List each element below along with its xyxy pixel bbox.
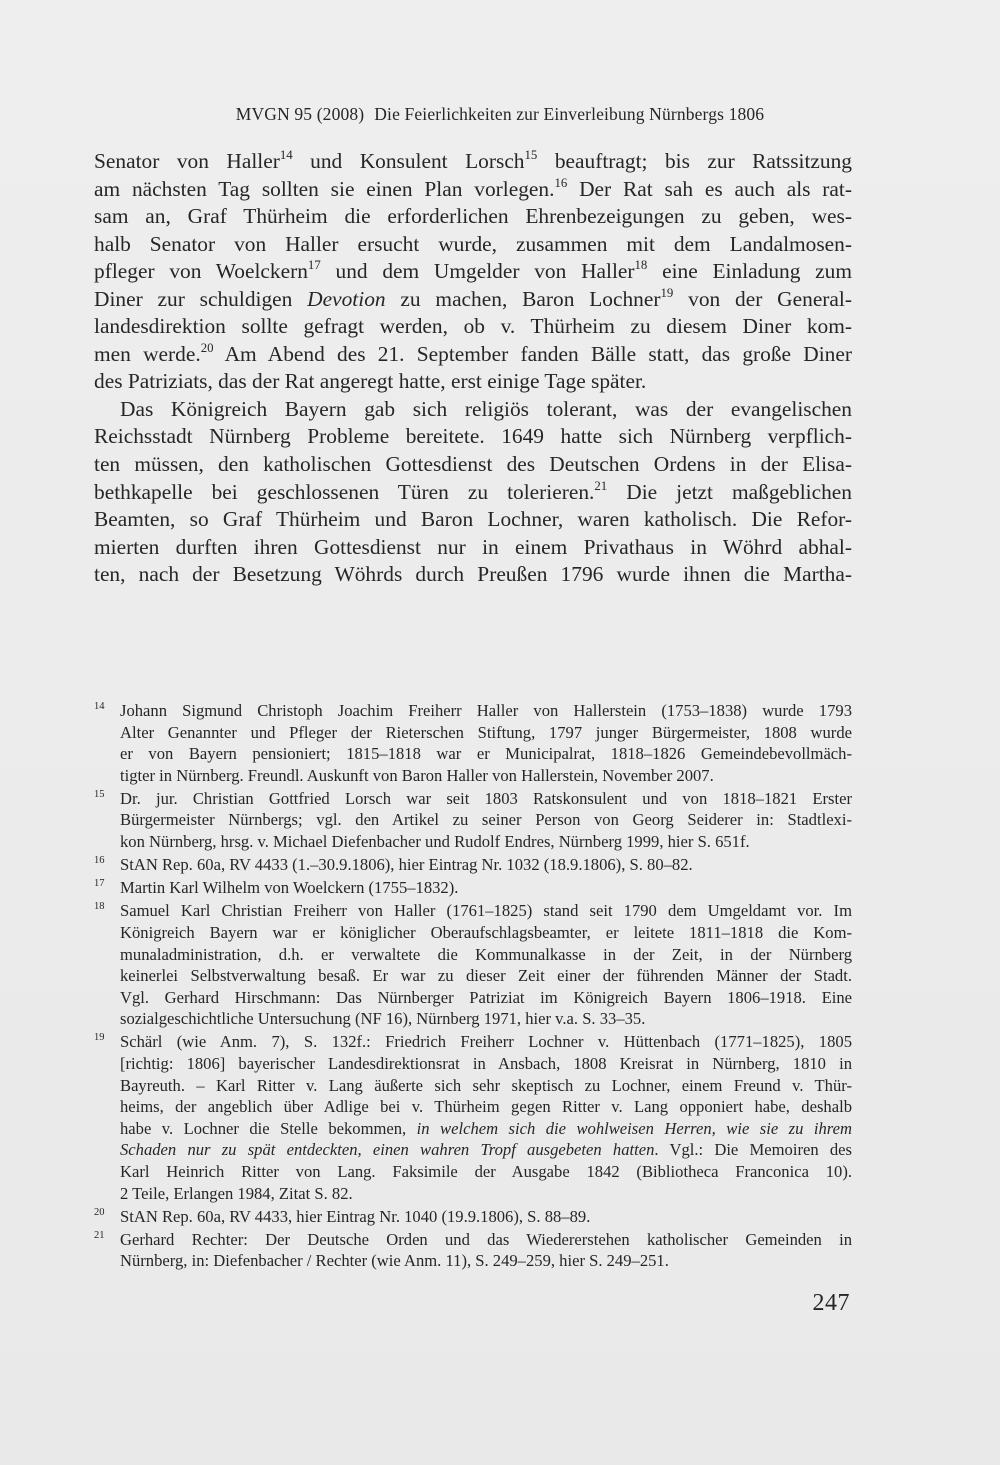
page-number: 247 [812, 1290, 850, 1316]
footnote-ref-17[interactable]: 17 [307, 258, 321, 273]
quotation-italic: Schaden nur zu spät entdeckten, einen wahren Tropf ausgebeten hatten [120, 1140, 655, 1160]
text-line: Reichsstadt Nürnberg Probleme bereitete. 1649 hatte sich Nürnberg verpflich- [94, 424, 852, 449]
footnote-ref-15[interactable]: 15 [524, 148, 538, 163]
footnote-line: Königreich Bayern war er königlicher Oberaufschlagsbeamter, er leitete 1811–1818 die Kom- [120, 922, 852, 942]
footnote-line: habe v. Lochner die Stelle bekommen, in welchem sich die wohlweisen Herren, wie sie zu ihrem [120, 1118, 852, 1138]
footnote-number: 15 [94, 788, 105, 800]
journal-reference: MVGN 95 (2008) [235, 104, 365, 124]
footnote-ref-20[interactable]: 20 [200, 340, 214, 355]
footnote-number: 18 [94, 901, 105, 913]
paragraph-1 [94, 148, 852, 396]
footnote-line: Samuel Karl Christian Freiherr von Haller (1761–1825) stand seit 1790 dem Umgeldamt vor. Im [120, 901, 852, 921]
footnote-15 [94, 788, 852, 853]
footnote-line: Bayreuth. – Karl Ritter v. Lang äußerte sich sehr skeptisch zu Lochner, einem Freund v. Thür- [120, 1075, 852, 1095]
footnote-ref-19[interactable]: 19 [660, 285, 674, 300]
footnote-17 [94, 877, 852, 899]
footnote-number: 17 [94, 878, 105, 890]
footnote-20 [94, 1206, 852, 1228]
footnote-18 [94, 900, 852, 1030]
footnote-line: Karl Heinrich Ritter von Lang. Faksimile der Ausgabe 1842 (Bibliotheca Franconica 10). [120, 1161, 852, 1181]
footnote-ref-14[interactable]: 14 [279, 148, 293, 163]
footnote-14 [94, 700, 852, 786]
footnote-line: StAN Rep. 60a, RV 4433 (1.–30.9.1806), hier Eintrag Nr. 1032 (18.9.1806), S. 80–82. [120, 855, 693, 875]
text-line: am nächsten Tag sollten sie einen Plan vorlegen.$^{16}$ Der Rat sah es auch als rat- [94, 175, 852, 201]
footnote-line: Bürgermeister Nürnbergs; vgl. den Artikel zu seiner Person von Georg Seiderer in: Stadtlexi- [120, 810, 852, 830]
footnote-line: munaladministration, d.h. er verwaltete die Kommunalkasse in der Zeit, in der Nürnberg [120, 944, 852, 964]
footnote-line: er von Bayern pensioniert; 1815–1818 war er Municipalrat, 1818–1826 Gemeindebevollmäch- [120, 744, 852, 764]
footnote-line: StAN Rep. 60a, RV 4433, hier Eintrag Nr. 1040 (19.9.1806), S. 88–89. [120, 1206, 591, 1226]
text-line: landesdirektion sollte gefragt werden, ob v. Thürheim zu diesem Diner kom- [94, 314, 852, 339]
footnote-line: kon Nürnberg, hrsg. v. Michael Diefenbacher und Rudolf Endres, Nürnberg 1999, hier S. 651f. [120, 832, 750, 852]
footnote-ref-21[interactable]: 21 [594, 478, 608, 493]
text-line: sam an, Graf Thürheim die erforderlichen Ehrenbezeigungen zu geben, wes- [94, 204, 852, 229]
text-line: men werde.$^{20}$ Am Abend des 21. September fanden Bälle statt, das große Diner [94, 340, 852, 366]
running-header [0, 102, 1000, 126]
footnote-number: 21 [94, 1229, 105, 1241]
footnote-line: keinerlei Selbstverwaltung besaß. Er war zu dieser Zeit einer der führenden Männer der Stadt. [120, 966, 852, 986]
footnote-21 [94, 1229, 852, 1272]
text-line: pfleger von Woelckern$^{17}$ und dem Umgelder von Haller$^{18}$ eine Einladung zum [94, 258, 853, 284]
footnote-line: Vgl. Gerhard Hirschmann: Das Nürnberger Patriziat im Königreich Bayern 1806–1918. Eine [120, 987, 852, 1007]
footnote-line: Schärl (wie Anm. 7), S. 132f.: Friedrich Freiherr Lochner v. Hüttenbach (1771–1825), 1805 [120, 1032, 852, 1052]
footnote-line: sozialgeschichtliche Untersuchung (NF 16), Nürnberg 1971, hier v.a. S. 33–35. [120, 1009, 646, 1029]
footnote-19 [94, 1031, 852, 1204]
footnote-number: 14 [94, 701, 105, 712]
footnote-line: Alter Genannter und Pfleger der Rieterschen Stiftung, 1797 junger Bürgermeister, 1808 wurde [120, 722, 852, 742]
footnote-ref-16[interactable]: 16 [554, 175, 568, 190]
footnote-number: 20 [94, 1206, 105, 1218]
footnote-line: Schaden nur zu spät entdeckten, einen wahren Tropf ausgebeten hatten. Vgl.: Die Memoiren des [120, 1140, 852, 1160]
text-line: mierten durften ihren Gottesdienst nur in einem Privathaus in Wöhrd abhal- [94, 534, 852, 559]
text-line: Beamten, so Graf Thürheim und Baron Lochner, waren katholisch. Die Refor- [94, 507, 852, 532]
footnote-line: [richtig: 1806] bayerischer Landesdirektionsrat in Ansbach, 1808 Kreisrat in Nürnberg, 1810 in [120, 1054, 852, 1073]
emphasis-devotion: Devotion [307, 286, 386, 311]
paragraph-2 [94, 396, 852, 589]
text-line: Das Königreich Bayern gab sich religiös tolerant, was der evangelischen [120, 396, 852, 421]
article-title: Die Feierlichkeiten zur Einverleibung Nürnbergs 1806 [374, 104, 765, 124]
footnote-number: 16 [94, 855, 105, 867]
main-text [94, 148, 852, 589]
footnote-line: Johann Sigmund Christoph Joachim Freiherr Haller von Hallerstein (1753–1838) wurde 1793 [120, 701, 852, 720]
footnotes [94, 700, 852, 1272]
footnote-number: 19 [94, 1032, 105, 1044]
text-line: Diner zur schuldigen Devotion zu machen, Baron Lochner$^{19}$ von der General- [94, 285, 852, 311]
text-line: Senator von Haller$^{14}$ und Konsulent Lorsch$^{15}$ beauftragt; bis zur Ratssitzung [94, 148, 852, 173]
footnote-line: Nürnberg, in: Diefenbacher / Rechter (wie Anm. 11), S. 249–259, hier S. 249–251. [120, 1251, 669, 1271]
text-line: des Patriziats, das der Rat angeregt hatte, erst einige Tage später. [94, 369, 647, 394]
footnote-line: Dr. jur. Christian Gottfried Lorsch war seit 1803 Ratskonsulent und von 1818–1821 Erster [120, 788, 852, 808]
footnote-line: 2 Teile, Erlangen 1984, Zitat S. 82. [120, 1183, 353, 1203]
footnote-line: tigter in Nürnberg. Freundl. Auskunft von Baron Haller von Hallerstein, November 2007. [120, 765, 714, 785]
text-line: ten müssen, den katholischen Gottesdienst des Deutschen Ordens in der Elisa- [94, 452, 852, 477]
quotation-italic: in welchem sich die wohlweisen Herren, wie sie zu ihrem [416, 1118, 852, 1138]
text-line: halb Senator von Haller ersucht wurde, zusammen mit dem Landalmosen- [94, 231, 852, 256]
text-line: bethkapelle bei geschlossenen Türen zu tolerieren.$^{21}$ Die jetzt maßgeblichen [94, 478, 852, 504]
footnote-line: Gerhard Rechter: Der Deutsche Orden und das Wiedererstehen katholischer Gemeinden in [120, 1229, 852, 1249]
footnote-16 [94, 854, 852, 876]
footnote-line: Martin Karl Wilhelm von Woelckern (1755–1832). [120, 878, 459, 898]
footnote-ref-18[interactable]: 18 [634, 258, 648, 273]
footnote-line: heims, der angeblich über Adlige bei v. Thürheim gegen Ritter v. Lang opponiert habe, deshalb [120, 1097, 852, 1117]
text-line: ten, nach der Besetzung Wöhrds durch Preußen 1796 wurde ihnen die Martha- [94, 562, 852, 587]
